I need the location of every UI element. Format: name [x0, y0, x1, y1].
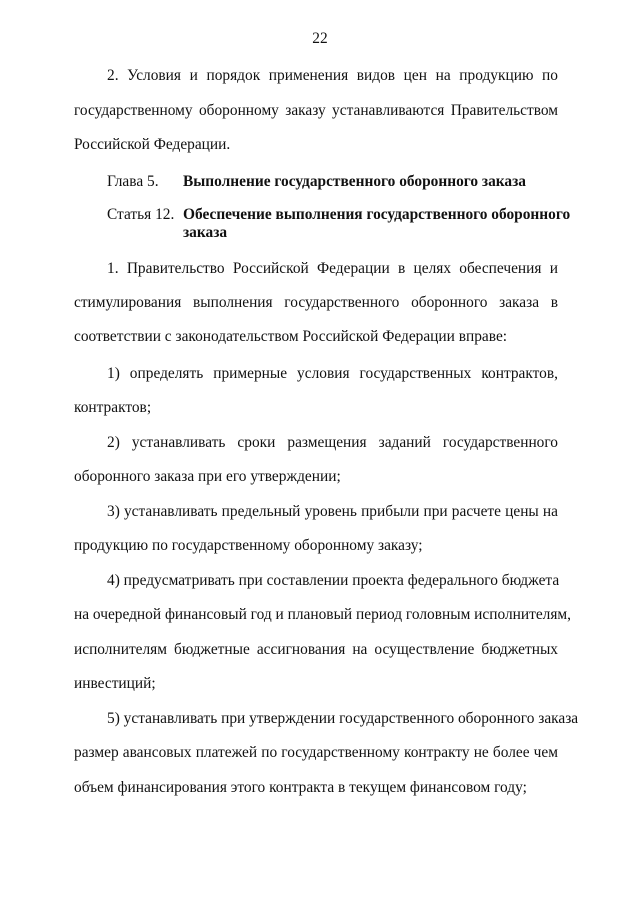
text-line: оборонного заказа при его утверждении;: [74, 468, 341, 485]
chapter-label: Глава 5.: [107, 173, 159, 190]
text-line: 1) определять примерные условия государственных контрактов,: [107, 365, 558, 382]
text-line: стимулирования выполнения государственного оборонного заказа в: [74, 294, 558, 311]
text-line: размер авансовых платежей по государственному контракту не более чем: [74, 744, 558, 761]
text-line: контрактов;: [74, 399, 152, 416]
text-line: объем финансирования этого контракта в текущем финансовом году;: [74, 779, 527, 796]
text-line: 4) предусматривать при составлении проекта федерального бюджета: [107, 572, 560, 589]
text-line: государственному оборонному заказу устанавливаются Правительством: [74, 102, 558, 119]
text-line: 1. Правительство Российской Федерации в целях обеспечения и: [107, 260, 558, 277]
article-title-line: Обеспечение выполнения государственного оборонного: [183, 206, 571, 223]
text-line: 2. Условия и порядок применения видов цен на продукцию по: [107, 67, 558, 84]
text-line: инвестиций;: [74, 675, 156, 692]
chapter-title: Выполнение государственного оборонного заказа: [183, 173, 527, 190]
page-number: 22: [312, 30, 328, 47]
text-line: продукцию по государственному оборонному заказу;: [74, 537, 423, 554]
text-line: Российской Федерации.: [74, 136, 231, 153]
article-title-line: заказа: [183, 224, 228, 241]
text-line: на очередной финансовый год и плановый период головным исполнителям,: [74, 606, 572, 623]
text-line: исполнителям бюджетные ассигнования на осуществление бюджетных: [74, 641, 558, 658]
article-label: Статья 12.: [107, 206, 175, 223]
text-line: 5) устанавливать при утверждении государственного оборонного заказа: [107, 710, 579, 727]
text-line: 3) устанавливать предельный уровень прибыли при расчете цены на: [107, 503, 558, 520]
text-line: 2) устанавливать сроки размещения заданий государственного: [107, 434, 558, 451]
text-line: соответствии с законодательством Российской Федерации вправе:: [74, 328, 508, 345]
